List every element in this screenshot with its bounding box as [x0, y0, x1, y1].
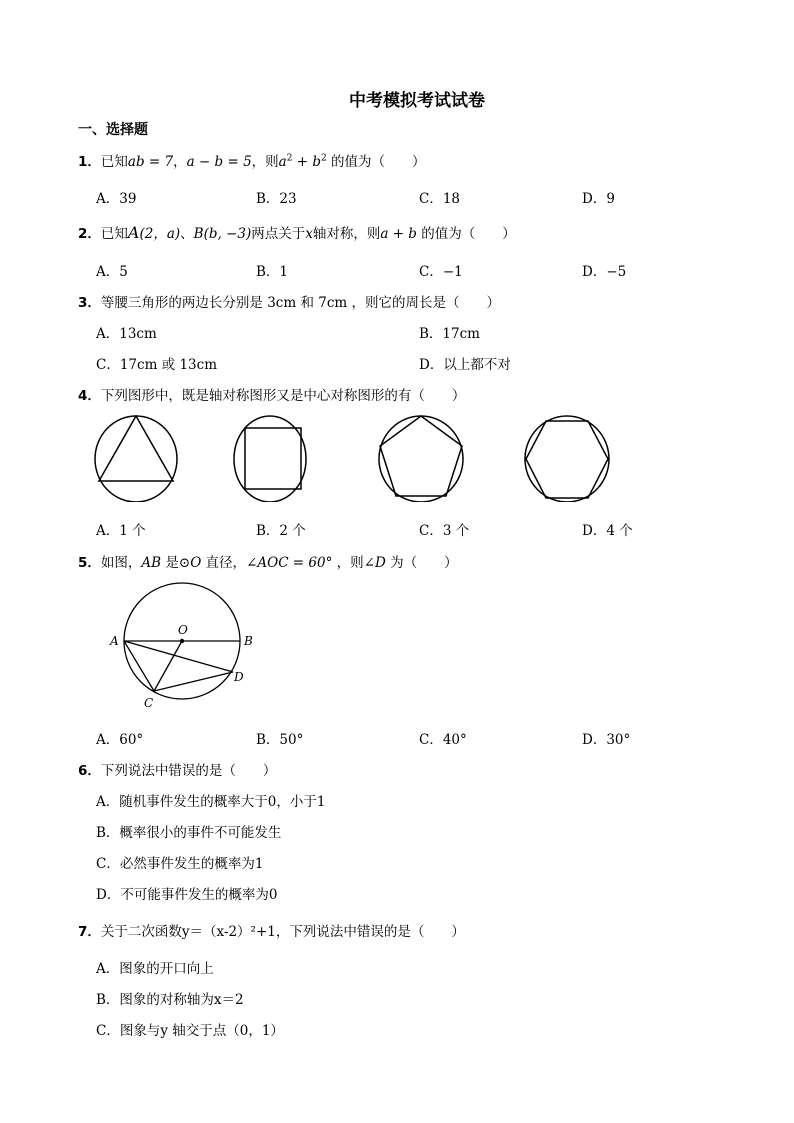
option-a: A．图象的开口向上 [96, 961, 214, 977]
question-number: 3． [78, 295, 101, 311]
math-expression: ∠AOC = 60° [246, 555, 333, 571]
section-heading: 一、选择题 [78, 122, 148, 138]
option-c: C．必然事件发生的概率为1 [96, 856, 264, 872]
question-text: 如图， [100, 555, 142, 571]
option-c: C．−1 [419, 264, 463, 280]
question-number: 2． [78, 226, 101, 242]
question-text: 是⊙ [161, 555, 191, 571]
option-c: C．18 [419, 191, 461, 207]
question-text: 关于二次函数y＝（x-2）²+1，下列说法中错误的是（ ） [100, 924, 465, 940]
option-a: A．1 个 [96, 523, 146, 539]
label-d: D [234, 670, 244, 684]
question-3 [78, 291, 500, 311]
option-d: D．不可能事件发生的概率为0 [96, 887, 278, 903]
math-expression: ab = 7 [127, 154, 174, 170]
math-expression: B [193, 226, 204, 242]
option-d: D．9 [582, 191, 615, 207]
option-d: D．−5 [582, 264, 627, 280]
math-expression: x [305, 226, 313, 242]
option-d: D．30° [582, 732, 631, 748]
option-d: D．4 个 [582, 523, 633, 539]
option-b: B．概率很小的事件不可能发生 [96, 825, 282, 841]
option-b: B．2 个 [256, 523, 306, 539]
math-expression: a − b = 5 [186, 154, 252, 170]
option-a: A．60° [96, 732, 144, 748]
question-text: 已知 [100, 226, 128, 242]
option-c: C．3 个 [419, 523, 470, 539]
circle-geometry-figure [104, 578, 264, 716]
math-expression: (b, −3) [203, 226, 252, 242]
math-expression: (2，a) [139, 226, 181, 242]
question-text: 直径， [201, 555, 247, 571]
option-b: B．50° [256, 732, 304, 748]
question-6 [78, 759, 276, 779]
label-o: O [178, 623, 188, 637]
question-text: 的值为（ ） [416, 226, 516, 242]
option-a: A．随机事件发生的概率大于0，小于1 [96, 794, 326, 810]
circle-triangle-figure [92, 412, 182, 502]
question-text: 轴对称，则 [312, 226, 381, 242]
option-a: A．13cm [96, 326, 157, 342]
question-number: 1． [78, 154, 101, 170]
exponent: 2 [286, 153, 293, 164]
question-4 [78, 384, 465, 404]
question-number: 7． [78, 924, 101, 940]
question-text: 两点关于 [251, 226, 306, 242]
question-text: 下列图形中，既是轴对称图形又是中心对称图形的有（ ） [100, 388, 466, 404]
question-text: ， [173, 154, 187, 170]
circle-pentagon-figure [376, 412, 466, 502]
page-title: 中考模拟考试试卷 [349, 91, 485, 111]
question-7 [78, 920, 465, 940]
option-d: D．以上都不对 [419, 357, 511, 373]
option-c: C．40° [419, 732, 467, 748]
question-text: 等腰三角形的两边长分别是 3cm 和 7cm ，则它的周长是（ ） [100, 295, 500, 311]
option-b: B．17cm [419, 326, 480, 342]
option-a: A．39 [96, 191, 137, 207]
question-number: 4． [78, 388, 101, 404]
question-number: 6． [78, 763, 101, 779]
label-b: B [244, 634, 253, 648]
option-a: A．5 [96, 264, 128, 280]
math-expression: AB [141, 555, 162, 571]
math-expression: A [127, 223, 140, 242]
circle-square-figure [232, 412, 322, 502]
label-c: C [144, 696, 154, 710]
circle-hexagon-figure [522, 412, 612, 502]
math-expression: O [190, 555, 202, 571]
option-b: B．1 [256, 264, 289, 280]
math-expression: ∠D [363, 555, 386, 571]
question-text: 为（ ） [385, 555, 458, 571]
option-c: C．17cm 或 13cm [96, 357, 217, 373]
question-text: 下列说法中错误的是（ ） [100, 763, 277, 779]
option-c: C．图象与y 轴交于点（0，1） [96, 1023, 284, 1039]
math-expression: + b [292, 154, 322, 170]
question-text: 已知 [100, 154, 128, 170]
question-text: ，则 [251, 154, 279, 170]
question-number: 5． [78, 555, 101, 571]
option-b: B．图象的对称轴为x＝2 [96, 992, 244, 1008]
question-text: ，则 [332, 555, 364, 571]
question-text: 、 [180, 226, 194, 242]
question-2 [78, 222, 516, 242]
question-1 [78, 150, 426, 170]
exponent: 2 [321, 153, 327, 164]
label-a: A [110, 634, 119, 648]
option-b: B．23 [256, 191, 297, 207]
question-text: 的值为（ ） [326, 154, 426, 170]
math-expression: a + b [380, 226, 417, 242]
math-expression: a [278, 154, 287, 170]
question-5 [78, 551, 458, 571]
